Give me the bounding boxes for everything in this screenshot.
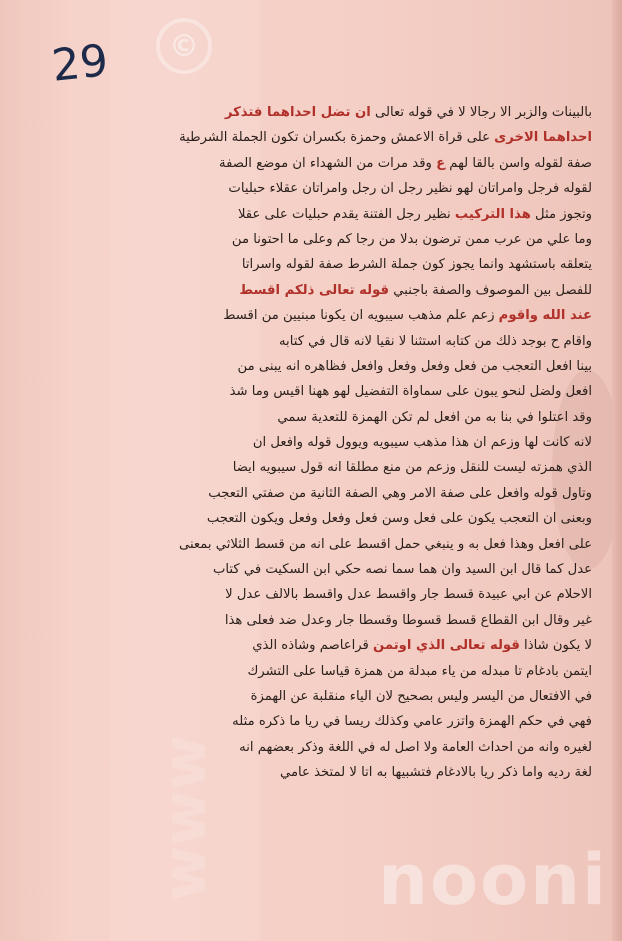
manuscript-text bbox=[92, 100, 592, 880]
text-line bbox=[92, 582, 592, 607]
rubric-text: قوله تعالى الذي اوتمن bbox=[373, 638, 520, 654]
text-line bbox=[92, 202, 592, 227]
text-line bbox=[92, 557, 592, 582]
body-text: صفة لقوله واسن بالقا لهم bbox=[445, 155, 592, 171]
text-line bbox=[92, 659, 592, 684]
text-line bbox=[92, 151, 592, 176]
body-text: لغيره وانه من احداث العامة ولا اصل له في اللغة وذكر بعضهم انه bbox=[239, 739, 592, 755]
body-text: زعم علم مذهب سيبويه ان يكونا مبنيين من اقسط bbox=[223, 308, 499, 324]
text-line bbox=[92, 379, 592, 404]
side-watermark: www bbox=[150, 734, 220, 901]
body-text: عدل كما قال ابن السيد وان هما سما نصه حكي ابن السكيت في كتاب bbox=[212, 562, 592, 578]
rubric-text: ع bbox=[436, 155, 446, 171]
body-text: الذي همزته ليست للنقل وزعم من منع مطلقا انه قول سيبويه ايضا bbox=[232, 460, 592, 476]
body-text: نظير رجل الفتنة يقدم حبليات على عقلا bbox=[237, 206, 455, 222]
text-line bbox=[92, 430, 592, 455]
body-text: لغة رديه واما ذكر ريا بالادغام فتشبيها به اتا لا لمتخذ عامي bbox=[279, 765, 592, 781]
page-number: 29 bbox=[49, 35, 111, 92]
rubric-text: ان تضل احداهما فتذكر bbox=[224, 105, 371, 120]
body-text: قراعاصم وشاذه الذي bbox=[252, 638, 374, 654]
text-line bbox=[92, 303, 592, 328]
page-edge bbox=[612, 0, 622, 941]
body-text: ايتمن بادغام تا مبدله من ياء مبدلة من همزة قياسا على التشرك bbox=[247, 663, 592, 679]
text-line bbox=[92, 709, 592, 734]
body-text: بينا افعل التعجب من فعل وفعل وفعل وافعل فظاهره انه يبنى من bbox=[237, 358, 592, 374]
text-line bbox=[92, 735, 592, 760]
body-text: في الافتعال من اليسر وليس بصحيح لان الياء منقلبة عن الهمزة bbox=[250, 688, 592, 704]
text-line bbox=[92, 329, 592, 354]
body-text: بالبينات والزبر الا رجالا لا في قوله تعالى bbox=[370, 105, 592, 120]
rubric-text: عند الله واقوم bbox=[498, 308, 592, 324]
body-text: لقوله فرجل وامراتان لهو نظير رجل ان رجل وامراتان عقلاء حبليات bbox=[228, 181, 592, 197]
rubric-text: قوله تعالى ذلكم اقسط bbox=[239, 282, 390, 298]
text-line bbox=[92, 278, 592, 303]
body-text: لا يكون شاذا bbox=[519, 638, 592, 654]
text-line bbox=[92, 760, 592, 785]
text-line bbox=[92, 252, 592, 277]
body-text: على افعل وهذا فعل به و ينبغي حمل اقسط على انه من قسط الثلاثي بمعنى bbox=[178, 536, 592, 552]
body-text: وقد اعتلوا في بنا به من افعل لم تكن الهمزة للتعدية سمي bbox=[277, 409, 592, 425]
text-line bbox=[92, 633, 592, 658]
body-text: لانه كانت لها وزعم ان هذا مذهب سيبويه ويوول قوله وافعل ان bbox=[252, 435, 592, 451]
body-text: افعل ولضل لنحو يبون على سماواة التفضيل لهو ههنا اقيس وما شذ bbox=[229, 384, 592, 400]
body-text: واقام ح بوجد ذلك من كتابه استثنا لا نقيا لانه قال في كتابه bbox=[278, 333, 592, 349]
rubric-text: احداهما الاخرى bbox=[494, 130, 592, 146]
body-text: للفصل بين الموصوف والصفة باجنبي bbox=[389, 282, 592, 298]
brand-watermark: nooni bbox=[378, 839, 608, 921]
body-text: على قراة الاعمش وحمزة بكسران تكون الجملة الشرطية bbox=[179, 130, 495, 146]
body-text: وبعنى ان التعجب يكون على فعل وسن فعل وفعل وفعل ويكون التعجب bbox=[206, 511, 592, 527]
text-line bbox=[92, 176, 592, 201]
text-line bbox=[92, 684, 592, 709]
text-line bbox=[92, 506, 592, 531]
body-text: وما علي من عرب ممن ترضون بدلا من رجا كم وعلى ما احتونا من bbox=[231, 231, 592, 247]
copyright-watermark-icon: © bbox=[156, 18, 212, 74]
text-line bbox=[92, 100, 592, 125]
text-line bbox=[92, 354, 592, 379]
text-line bbox=[92, 481, 592, 506]
text-line bbox=[92, 125, 592, 150]
text-line bbox=[92, 532, 592, 557]
text-line bbox=[92, 227, 592, 252]
body-text: فهي في حكم الهمزة واتزر عامي وكذلك ريسا في ريا ما ذكره مثله bbox=[232, 714, 592, 730]
body-text: غير وقال ابن القطاع قسط قسوطا وقسطا جار وعدل ضد فعلى هذا bbox=[224, 612, 592, 628]
body-text: الاحلام عن ابي عبيدة قسط جار واقسط عدل واقسط بالالف عدل لا bbox=[225, 587, 592, 603]
text-line bbox=[92, 455, 592, 480]
text-line bbox=[92, 608, 592, 633]
rubric-text: هذا التركيب bbox=[454, 206, 531, 222]
text-line bbox=[92, 405, 592, 430]
body-text: وتاول قوله وافعل على صفة الامر وهي الصفة الثانية من صفتي التعجب bbox=[208, 485, 592, 501]
body-text: يتعلقه باستشهد وانما يجوز كون جملة الشرط صفة لقوله واسراتا bbox=[241, 257, 592, 273]
body-text: وتجوز مثل bbox=[530, 206, 592, 222]
body-text: وقد مرات من الشهداء ان موضع الصفة bbox=[219, 155, 437, 171]
